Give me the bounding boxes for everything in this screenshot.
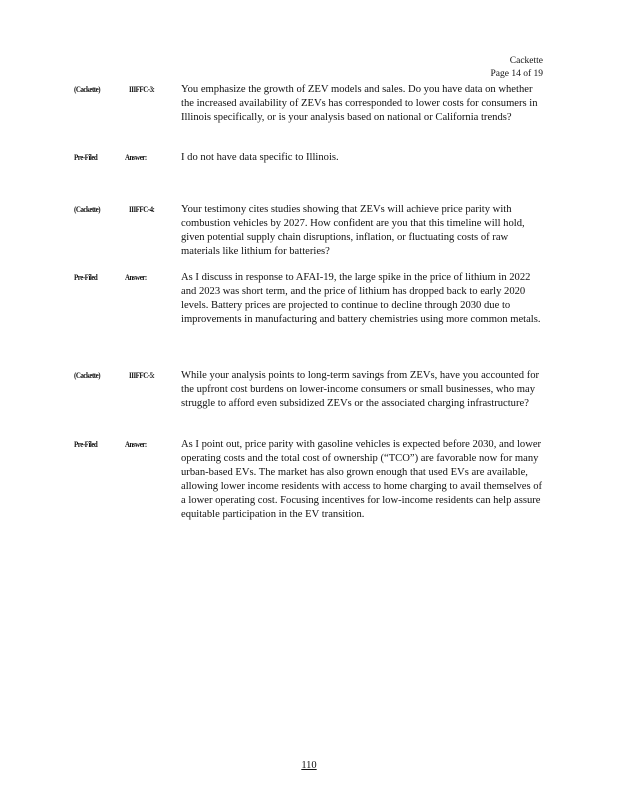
answer-text: I do not have data specific to Illinois.	[181, 152, 339, 163]
question-text: While your analysis points to long-term savings from ZEVs, have you accounted for the upfront cost burdens on lower-income consumers or small businesses, who may struggle to afford even subsidized ZEVs or the associated charging infrastructure?	[181, 370, 540, 409]
witness-label: (Cackette)	[74, 84, 101, 94]
answer-label: Answer:	[125, 152, 147, 162]
question-id: IIIFFC-4:	[129, 204, 155, 214]
footer-page-number-text: 110	[301, 760, 317, 771]
answer-source-label: Pre-Filed	[74, 152, 98, 162]
answer-label: Answer:	[125, 272, 147, 282]
question-text: Your testimony cites studies showing that ZEVs will achieve price parity with combustion vehicles by 2027. How confident are you that this timeline will hold, given potential supply chain disruptions, inflation, or fluctuating costs of raw materials like lithium for batteries?	[181, 204, 525, 257]
witness-label: (Cackette)	[74, 370, 101, 380]
answer-label: Answer:	[125, 439, 147, 449]
header-page-indicator: Page 14 of 19	[490, 69, 543, 79]
question-id: IIIFFC-5:	[129, 370, 155, 380]
question-text: You emphasize the growth of ZEV models and sales. Do you have data on whether the increased availability of ZEVs has corresponded to lower costs for consumers in Illinois specifically, or is your analysis based on national or California trends?	[181, 84, 538, 123]
answer-source-label: Pre-Filed	[74, 439, 98, 449]
footer-page-number	[0, 760, 618, 771]
question-id: IIIFFC-3:	[129, 84, 155, 94]
answer-source-label: Pre-Filed	[74, 272, 98, 282]
witness-label: (Cackette)	[74, 204, 101, 214]
answer-text: As I discuss in response to AFAI-19, the large spike in the price of lithium in 2022 and 2023 was short term, and the price of lithium has dropped back to early 2020 levels. Battery prices are projected to continue to decline through 2030 due to improvements in manufacturing and battery chemistries using more common metals.	[181, 272, 541, 325]
header-author-name: Cackette	[509, 56, 543, 66]
answer-text: As I point out, price parity with gasoline vehicles is expected before 2030, and lower operating costs and the total cost of ownership (“TCO”) are favorable now for many urban-based EVs. The market has also grown enough that used EVs are available, allowing lower income residents with access to home charging to avail themselves of a lower operating cost. Focusing incentives for low-income residents can help assure equitable participation in the EV transition.	[181, 439, 543, 520]
